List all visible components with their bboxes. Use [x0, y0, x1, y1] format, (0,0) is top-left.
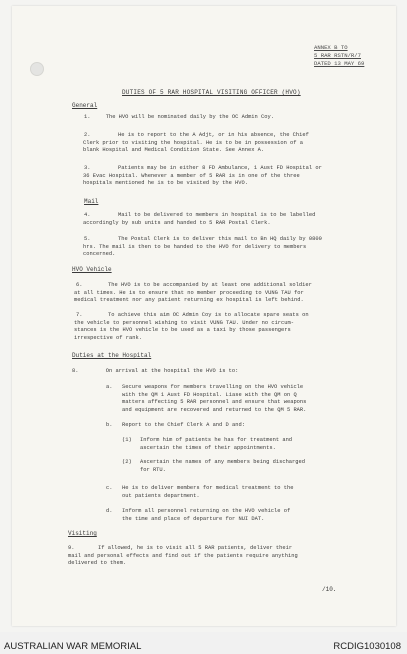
paragraph-8	[72, 368, 238, 376]
paragraph-text: hrs. The mail is then to be handed to the HVO for delivery to members	[83, 243, 307, 250]
paragraph-text: The HVO will be nominated daily by the OC Admin Coy.	[105, 114, 274, 120]
paragraph-text: Inform him of patients he has for treatment and	[140, 437, 293, 443]
annex-reference	[314, 44, 386, 68]
paragraph-text: blank Hospital and Medical Condition State. See Annex A.	[83, 147, 265, 154]
paragraph-number: 8.	[72, 368, 79, 374]
paragraph-text: and equipment are recovered and returned to the QM 5 RAR.	[122, 406, 307, 413]
paragraph-text: Clerk prior to visiting the hospital. He is to be in possession of a	[83, 139, 303, 146]
paragraph-text: The Postal Clerk is to deliver this mail to Bn HQ daily by 0800	[118, 236, 322, 242]
paragraph-number: 5.	[84, 236, 91, 242]
paragraph-text: matters affecting 5 RAR personnel and ensure that weapons	[122, 399, 307, 406]
footer-archive-name: AUSTRALIAN WAR MEMORIAL	[4, 641, 142, 652]
paragraph-number: 1.	[84, 114, 91, 120]
paragraph-text: mail and personal effects and find out if the patients require anything	[68, 552, 298, 559]
paragraph-number: 4.	[84, 212, 91, 218]
paragraph-text: He is to deliver members for medical treatment to the	[122, 485, 294, 491]
paragraph-5	[84, 236, 322, 259]
paragraph-text: 36 Evac Hospital. Whenever a member of 5 RAR is in one of the three	[83, 172, 300, 179]
paragraph-text: hospitals mentioned he is to be visited by the HVO.	[83, 180, 248, 187]
paragraph-number: 6.	[76, 282, 83, 288]
paragraph-text: accordingly by sub units and handed to 5 RAR Postal Clerk.	[83, 219, 271, 226]
paragraph-text: for RTU.	[140, 466, 166, 473]
paragraph-text: The HVO is to be accompanied by at least one additional soldier	[108, 282, 312, 288]
paragraph-text: out patients department.	[122, 492, 200, 499]
annex-line-1: ANNEX B TO	[314, 44, 348, 51]
section-heading-duties-at-hospital: Duties at the Hospital	[72, 352, 152, 359]
paragraph-text: Report to the Chief Clerk A and D and:	[122, 422, 245, 428]
subparagraph-number: (2)	[122, 459, 132, 465]
subparagraph-letter: b.	[106, 422, 113, 428]
paragraph-text: Mail to be delivered to members in hospital is to be labelled	[118, 212, 316, 218]
paragraph-1	[84, 114, 274, 122]
paragraph-text: medical treatment nor any patient returning ex hospital is left behind.	[74, 297, 304, 304]
paragraph-text: delivered to them.	[68, 560, 127, 567]
paragraph-text: Ascertain the names of any members being discharged	[140, 459, 305, 465]
paragraph-2	[84, 132, 309, 155]
paragraph-number: 7.	[76, 312, 83, 318]
paragraph-7	[76, 312, 309, 342]
paragraph-text: stances is the HVO vehicle to be used as a taxi by those passengers	[74, 327, 291, 334]
annex-line-3: DATED 13 MAY 69	[314, 60, 365, 67]
paragraph-8b-1	[122, 437, 292, 452]
paragraph-text: with the QM 1 Aust FD Hospital. Liase with the QM on Q	[122, 391, 297, 398]
paragraph-text: ascertain the times of their appointments.	[140, 444, 276, 451]
paragraph-text: irrespective of rank.	[74, 334, 142, 341]
paragraph-number: 3.	[84, 165, 91, 171]
section-heading-hvo-vehicle: HVO Vehicle	[72, 266, 112, 273]
annex-line-2: 5 RAR RSTN/R/7	[314, 52, 361, 59]
document-title: DUTIES OF 5 RAR HOSPITAL VISITING OFFICER (HVO)	[122, 89, 301, 96]
subparagraph-letter: c.	[106, 485, 113, 491]
section-heading-general: General	[72, 102, 98, 109]
paragraph-number: 9.	[68, 545, 75, 551]
paragraph-text: To achieve this aim OC Admin Coy is to allocate spare seats on	[108, 312, 309, 318]
paragraph-text: concerned.	[83, 251, 116, 258]
paragraph-8a	[106, 384, 306, 414]
paragraph-text: at all times. He is to ensure that no member proceeding to VUNG TAU for	[74, 289, 304, 296]
subparagraph-number: (1)	[122, 437, 132, 443]
paragraph-4	[84, 212, 315, 227]
section-heading-visiting: Visiting	[68, 530, 97, 537]
paragraph-text: the time and place of departure for NUI DAT.	[122, 515, 265, 522]
paragraph-8b-2	[122, 459, 305, 474]
paragraph-6	[76, 282, 312, 305]
paragraph-9	[68, 545, 298, 568]
subparagraph-letter: a.	[106, 384, 113, 390]
subparagraph-letter: d.	[106, 508, 113, 514]
paragraph-text: the vehicle to personnel wishing to visit VUNG TAU. Under no circum-	[74, 319, 294, 326]
paragraph-8b	[106, 422, 245, 430]
paragraph-text: Inform all personnel returning on the HVO vehicle of	[122, 508, 291, 514]
paragraph-text: Secure weapons for members travelling on the HVO vehicle	[122, 384, 304, 390]
paragraph-8d	[106, 508, 290, 523]
paragraph-3	[84, 165, 322, 188]
page-continuation: /10.	[322, 586, 337, 593]
footer-record-id: RCDIG1030108	[333, 641, 401, 652]
paragraph-text: Patients may be in either 8 FD Ambulance, 1 Aust FD Hospital or	[118, 165, 322, 171]
paragraph-text: If allowed, he is to visit all 5 RAR patients, deliver their	[98, 545, 293, 551]
paragraph-8c	[106, 485, 293, 500]
paragraph-text: He is to report to the A Adjt, or in his absence, the Chief	[118, 132, 309, 138]
paragraph-number: 2.	[84, 132, 91, 138]
punch-hole	[30, 62, 44, 76]
section-heading-mail: Mail	[84, 198, 99, 205]
paragraph-text: On arrival at the hospital the HVO is to:	[105, 368, 239, 374]
